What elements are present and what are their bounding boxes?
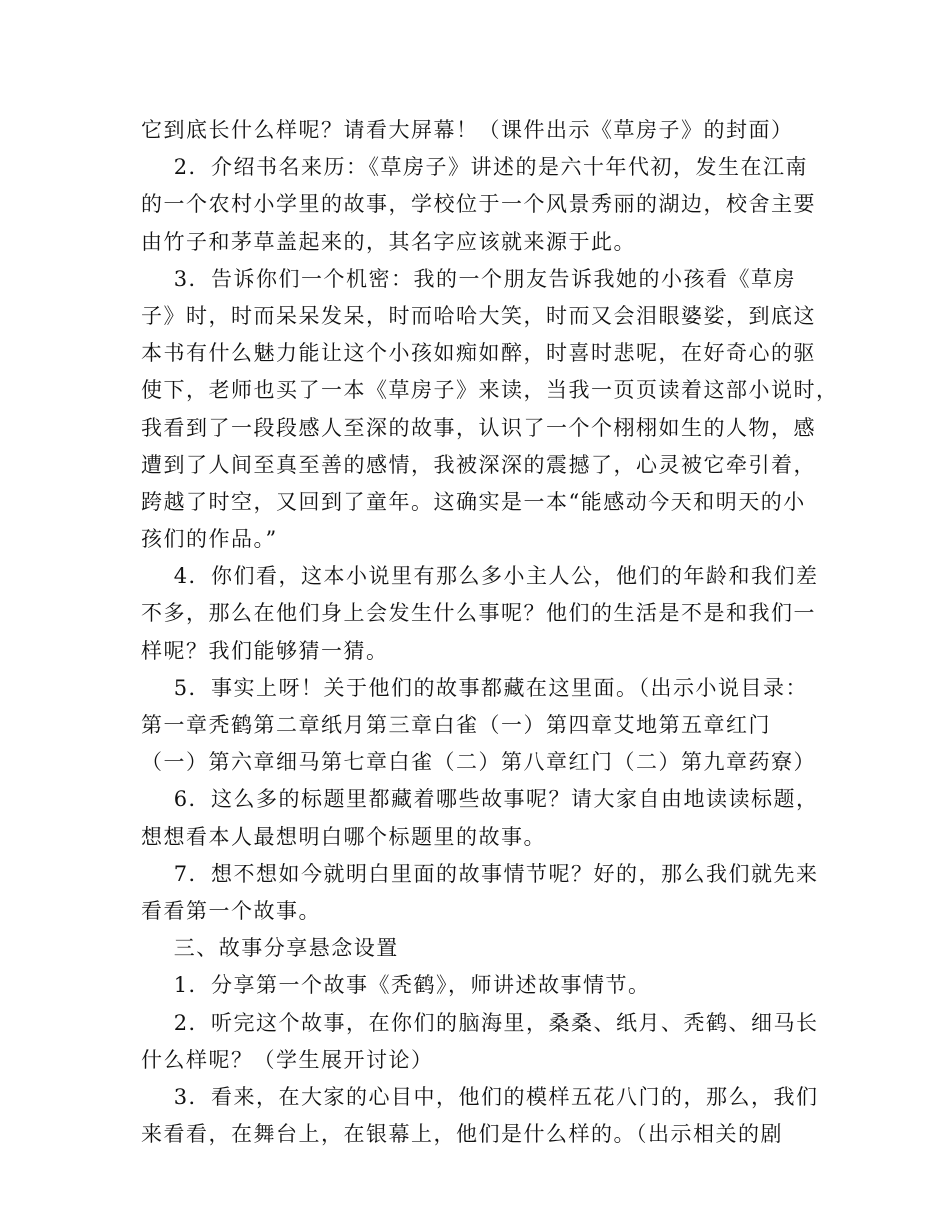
text-line-28: 来看看，在舞台上，在银幕上，他们是什么样的。（出示相关的剧 xyxy=(141,1122,783,1147)
text-line-4: 由竹子和茅草盖起来的，其名字应该就来源于此。 xyxy=(141,229,636,254)
text-line-8: 使下，老师也买了一本《草房子》来读，当我一页页读着这部小说时， xyxy=(141,378,839,403)
text-line-20: 想想看本人最想明白哪个标题里的故事。 xyxy=(141,824,546,849)
text-line-3: 的一个农村小学里的故事，学校位于一个风景秀丽的湖边，校舍主要 xyxy=(141,192,816,217)
text-line-6: 子》时，时而呆呆发呆，时而哈哈大笑，时而又会泪眼婆娑，到底这 xyxy=(141,303,816,328)
text-line-19: 6．这么多的标题里都藏着哪些故事呢？请大家自由地读读标题， xyxy=(141,787,819,812)
text-line-5: 3．告诉你们一个机密：我的一个朋友告诉我她的小孩看《草房 xyxy=(141,266,797,291)
text-line-12: 孩们的作品。” xyxy=(141,527,278,552)
text-line-2: 2．介绍书名来历：《草房子》讲述的是六十年代初，发生在江南 xyxy=(141,155,809,180)
text-line-10: 遭到了人间至真至善的感情，我被深深的震撼了，心灵被它牵引着， xyxy=(141,452,816,477)
text-line-7: 本书有什么魅力能让这个小孩如痴如醉，时喜时悲呢，在好奇心的驱 xyxy=(141,341,816,366)
text-line-13: 4．你们看，这本小说里有那么多小主人公，他们的年龄和我们差 xyxy=(141,564,819,589)
text-line-26: 什么样呢？（学生展开讨论） xyxy=(141,1047,434,1072)
text-line-16: 5．事实上呀！关于他们的故事都藏在这里面。（出示小说目录： xyxy=(141,675,809,700)
text-line-14: 不多，那么在他们身上会发生什么事呢？他们的生活是不是和我们一 xyxy=(141,601,816,626)
text-line-27: 3．看来，在大家的心目中，他们的模样五花八门的，那么，我们 xyxy=(141,1084,819,1109)
text-line-1: 它到底长什么样呢？请看大屏幕！（课件出示《草房子》的封面） xyxy=(141,118,794,142)
text-line-17: 第一章秃鹤第二章纸月第三章白雀（一）第四章艾地第五章红门 xyxy=(141,713,771,737)
text-line-22: 看看第一个故事。 xyxy=(141,898,321,923)
text-line-18: （一）第六章细马第七章白雀（二）第八章红门（二）第九章药寮） xyxy=(141,750,816,775)
text-line-21: 7．想不想如今就明白里面的故事情节呢？好的，那么我们就先来 xyxy=(141,861,819,886)
text-line-15: 样呢？我们能够猜一猜。 xyxy=(141,638,389,663)
section-heading: 三、故事分享悬念设置 xyxy=(141,936,399,961)
text-line-25: 2．听完这个故事，在你们的脑海里，桑桑、纸月、秃鹤、细马长 xyxy=(141,1010,819,1035)
document-body xyxy=(141,112,839,1153)
text-line-11: 跨越了时空，又回到了童年。这确实是一本“能感动今天和明天的小 xyxy=(141,489,806,514)
text-line-9: 我看到了一段段感人至深的故事，认识了一个个栩栩如生的人物，感 xyxy=(141,415,816,440)
text-line-24: 1．分享第一个故事《秃鹤》，师讲述故事情节。 xyxy=(141,973,651,998)
